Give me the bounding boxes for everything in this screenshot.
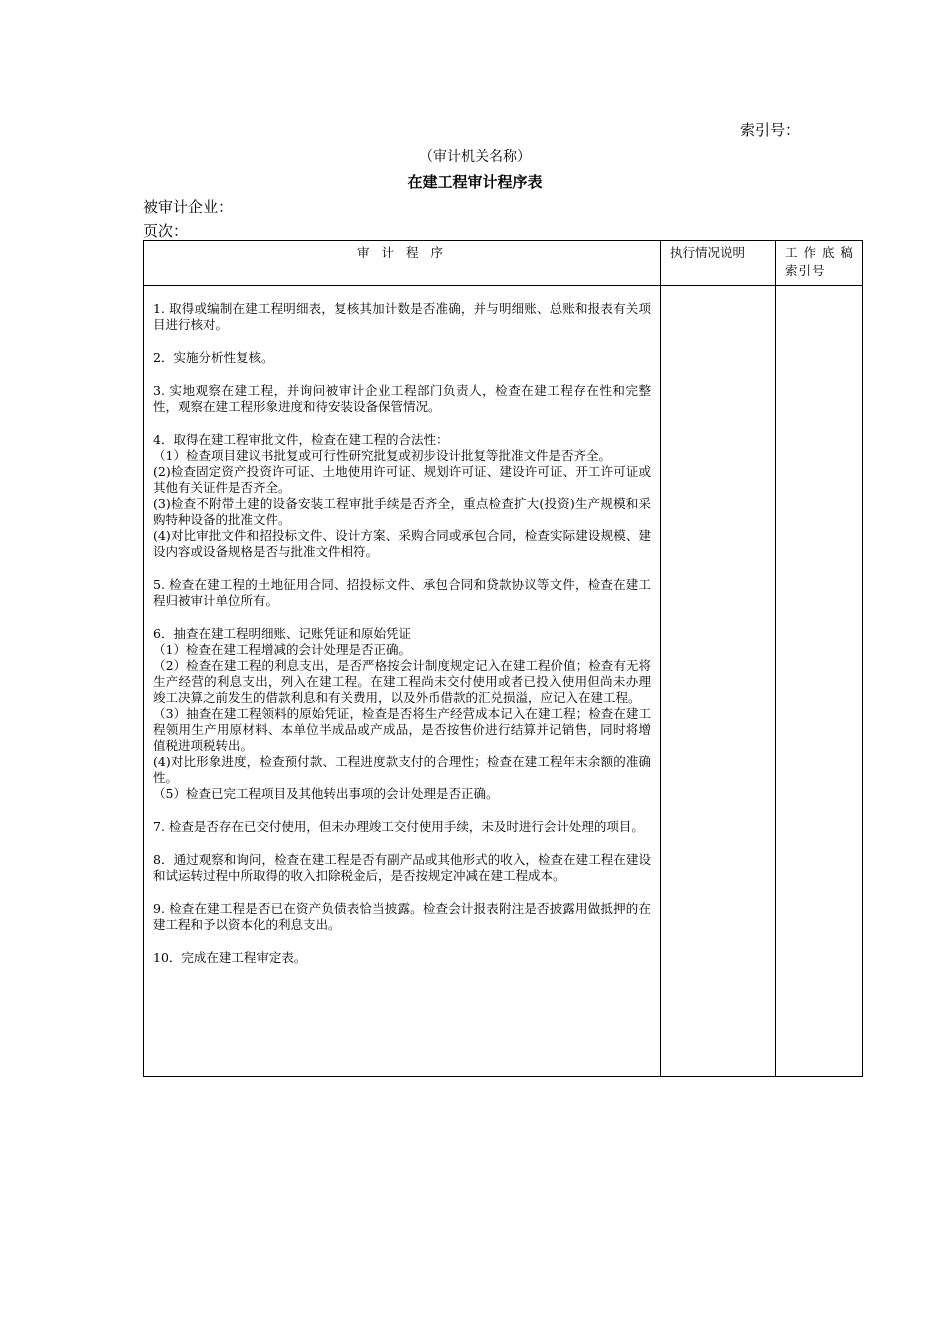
table-header-row — [144, 241, 863, 286]
procedure-step-title: 4．取得在建工程审批文件，检查在建工程的合法性： — [153, 432, 449, 447]
table-body-row — [144, 286, 863, 1077]
procedure-step-title: 3. 实地观察在建工程，并询问被审计企业工程部门负责人，检查在建工程存在性和完整性，观察在建工程形象进度和待安装设备保管情况。 — [153, 383, 651, 414]
column-header-procedure: 审 计 程 序 — [144, 241, 661, 286]
procedure-step-title: 1. 取得或编制在建工程明细表，复核其加计数是否准确，并与明细账、总账和报表有关项目进行核对。 — [153, 301, 651, 332]
procedure-step — [153, 577, 651, 609]
procedure-sub-item: （3）抽查在建工程领料的原始凭证，检查是否将生产经营成本记入在建工程；检查在建工程领用生产用原材料、本单位半成品或产成品，是否按售价进行结算并记销售，同时将增值税进项税转出。 — [153, 706, 651, 753]
execution-notes-cell[interactable] — [661, 286, 776, 1077]
index-number-label: 索引号： — [740, 121, 801, 139]
procedure-step — [153, 383, 651, 415]
procedure-sub-item: (2)检查固定资产投资许可证、土地使用许可证、规划许可证、建设许可证、开工许可证或其他有关证件是否齐全。 — [153, 464, 651, 495]
audited-company-label: 被审计企业： — [143, 198, 234, 216]
procedure-step — [153, 950, 651, 966]
procedure-steps-cell — [144, 286, 661, 1077]
page-number-label: 页次： — [143, 222, 189, 240]
procedure-step — [153, 350, 651, 366]
procedure-step — [153, 819, 651, 835]
audit-procedure-table — [143, 240, 863, 1077]
procedure-step — [153, 301, 651, 333]
procedure-step-title: 2．实施分析性复核。 — [153, 350, 274, 365]
procedure-step — [153, 626, 651, 802]
procedure-sub-item: （5）检查已完工程项目及其他转出事项的会计处理是否正确。 — [153, 786, 499, 801]
procedure-sub-item: （1）检查项目建议书批复或可行性研究批复或初步设计批复等批准文件是否齐全。 — [153, 448, 611, 463]
column-header-workpaper-index: 工 作 底 稿 索引号 — [776, 241, 863, 286]
procedure-step-title: 7. 检查是否存在已交付使用，但未办理竣工交付使用手续，未及时进行会计处理的项目。 — [153, 819, 644, 834]
procedure-step-title: 6．抽查在建工程明细账、记账凭证和原始凭证 — [153, 626, 411, 641]
procedure-step — [153, 852, 651, 884]
procedure-sub-item: （1）检查在建工程增减的会计处理是否正确。 — [153, 642, 411, 657]
audit-agency-name: （审计机关名称） — [419, 149, 531, 165]
procedure-step — [153, 901, 651, 933]
procedure-sub-item: (4)对比形象进度，检查预付款、工程进度款支付的合理性；检查在建工程年末余额的准确性。 — [153, 754, 651, 785]
procedure-step — [153, 432, 651, 560]
procedure-steps-list — [153, 301, 651, 966]
procedure-step-title: 8．通过观察和询问，检查在建工程是否有副产品或其他形式的收入，检查在建工程在建设和试运转过程中所取得的收入扣除税金后，是否按规定冲减在建工程成本。 — [153, 852, 651, 883]
column-header-execution-notes: 执行情况说明 — [661, 241, 776, 286]
procedure-step-title: 10．完成在建工程审定表。 — [153, 950, 307, 965]
procedure-sub-item: (3)检查不附带土建的设备安装工程审批手续是否齐全，重点检查扩大(投资)生产规模和采购特种设备的批准文件。 — [153, 496, 651, 527]
procedure-sub-item: （2）检查在建工程的利息支出，是否严格按会计制度规定记入在建工程价值；检查有无将生产经营的利息支出，列入在建工程。在建工程尚未交付使用或者已投入使用但尚未办理竣工决算之前发生的借款利息和有关费用，以及外币借款的汇兑损溢，应记入在建工程。 — [153, 658, 651, 705]
workpaper-index-cell[interactable] — [776, 286, 863, 1077]
procedure-sub-item: (4)对比审批文件和招投标文件、设计方案、采购合同或承包合同，检查实际建设规模、建设内容或设备规格是否与批准文件相符。 — [153, 528, 651, 559]
procedure-step-title: 9. 检查在建工程是否已在资产负债表恰当披露。检查会计报表附注是否披露用做抵押的在建工程和予以资本化的利息支出。 — [153, 901, 651, 932]
page-title: 在建工程审计程序表 — [407, 173, 543, 191]
procedure-step-title: 5. 检查在建工程的土地征用合同、招投标文件、承包合同和贷款协议等文件，检查在建工程归被审计单位所有。 — [153, 577, 651, 608]
